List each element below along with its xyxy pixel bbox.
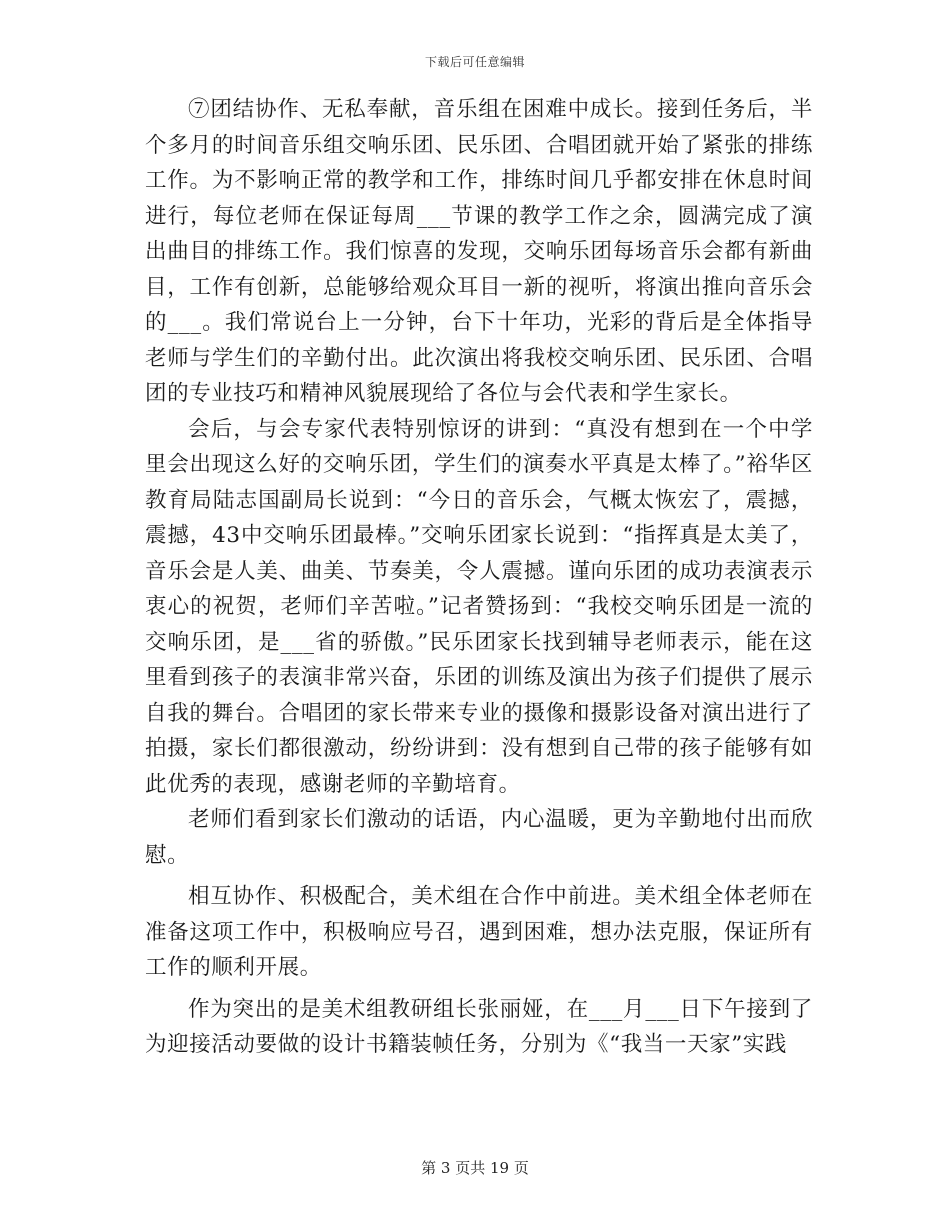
paragraph-art-group: 相互协作、积极配合，美术组在合作中前进。美术组全体老师在准备这项工作中，积极响应号召，遇到困难，想办法克服，保证所有工作的顺利开展。: [145, 884, 813, 980]
paragraph-teachers: 老师们看到家长们激动的话语，内心温暖，更为辛勤地付出而欣慰。: [145, 807, 813, 868]
document-body: [145, 92, 813, 1063]
paragraph-music-group: ⑦团结协作、无私奉献，音乐组在困难中成长。接到任务后，半个多月的时间音乐组交响乐团、民乐团、合唱团就开始了紧张的排练工作。为不影响正常的教学和工作，排练时间几乎都安排在休息时间进行，每位老师在保证每周___节课的教学工作之余，圆满完成了演出曲目的排练工作。我们惊喜的发现，交响乐团每场音乐会都有新曲目，工作有创新，总能够给观众耳目一新的视听，将演出推向音乐会的___。我们常说台上一分钟，台下十年功，光彩的背后是全体指导老师与学生们的辛勤付出。此次演出将我校交响乐团、民乐团、合唱团的专业技巧和精神风貌展现给了各位与会代表和学生家长。: [145, 97, 813, 406]
paragraph-zhang-liya: 作为突出的是美术组教研组长张丽娅，在___月___日下午接到了为迎接活动要做的设计书籍装帧任务，分别为《“我当一天家”实践: [145, 996, 813, 1057]
header-note: 下载后可任意编辑: [424, 55, 525, 69]
page-number: 第 3 页共 19 页: [421, 1159, 529, 1177]
paragraph-after-concert: 会后，与会专家代表特别惊讶的讲到：“真没有想到在一个中学里会出现这么好的交响乐团，学生们的演奏水平真是太棒了。”裕华区教育局陆志国副局长说到：“今日的音乐会，气概太恢宏了，震撼，震撼，43中交响乐团最棒。”交响乐团家长说到：“指挥真是太美了，音乐会是人美、曲美、节奏美，令人震撼。谨向乐团的成功表演表示衷心的祝贺，老师们辛苦啦。”记者赞扬到：“我校交响乐团是一流的交响乐团，是___省的骄傲。”民乐团家长找到辅导老师表示，能在这里看到孩子的表演非常兴奋，乐团的训练及演出为孩子们提供了展示自我的舞台。合唱团的家长带来专业的摄像和摄影设备对演出进行了拍摄，家长们都很激动，纷纷讲到：没有想到自己带的孩子能够有如此优秀的表现，感谢老师的辛勤培育。: [145, 416, 813, 797]
